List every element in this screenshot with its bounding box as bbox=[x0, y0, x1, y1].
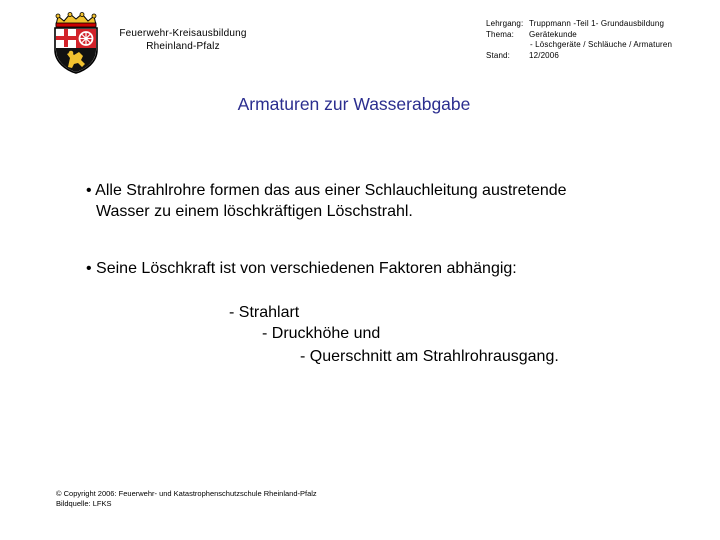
bullet-loeschkraft: • Seine Löschkraft ist von verschiedenen Faktoren abhängig: bbox=[86, 260, 517, 277]
thema-label: Thema: bbox=[486, 29, 515, 39]
factor-druckhoehe: - Druckhöhe und bbox=[262, 325, 381, 342]
bullet-strahlrohre-line-2: Wasser zu einem löschkräftigen Löschstrahl. bbox=[96, 203, 413, 220]
organization-name bbox=[108, 27, 258, 53]
page-title: Armaturen zur Wasserabgabe bbox=[237, 94, 471, 114]
organization-line-1: Feuerwehr-Kreisausbildung bbox=[119, 28, 247, 39]
factor-strahlart: - Strahlart bbox=[229, 304, 300, 321]
stand-value: 12/2006 bbox=[529, 50, 559, 60]
lehrgang-value: Truppmann -Teil 1- Grundausbildung bbox=[529, 19, 665, 28]
factor-querschnitt: - Querschnitt am Strahlrohrausgang. bbox=[300, 348, 559, 365]
copyright-text: © Copyright 2006: Feuerwehr- und Katastrophenschutzschule Rheinland-Pfalz bbox=[56, 489, 317, 498]
footer bbox=[56, 489, 317, 509]
organization-line-2: Rheinland-Pfalz bbox=[146, 41, 220, 52]
thema-value-line-2: - Löschgeräte / Schläuche / Armaturen bbox=[530, 40, 673, 49]
lehrgang-label: Lehrgang: bbox=[486, 19, 524, 28]
rhineland-palatinate-coat-of-arms-icon bbox=[50, 12, 102, 74]
image-source-text: Bildquelle: LFKS bbox=[56, 499, 112, 508]
thema-value: Gerätekunde bbox=[529, 29, 577, 39]
stand-label: Stand: bbox=[486, 50, 511, 60]
bullet-strahlrohre-line-1: • Alle Strahlrohre formen das aus einer Schlauchleitung austretende bbox=[86, 182, 567, 199]
bullet-strahlrohre bbox=[86, 180, 686, 222]
